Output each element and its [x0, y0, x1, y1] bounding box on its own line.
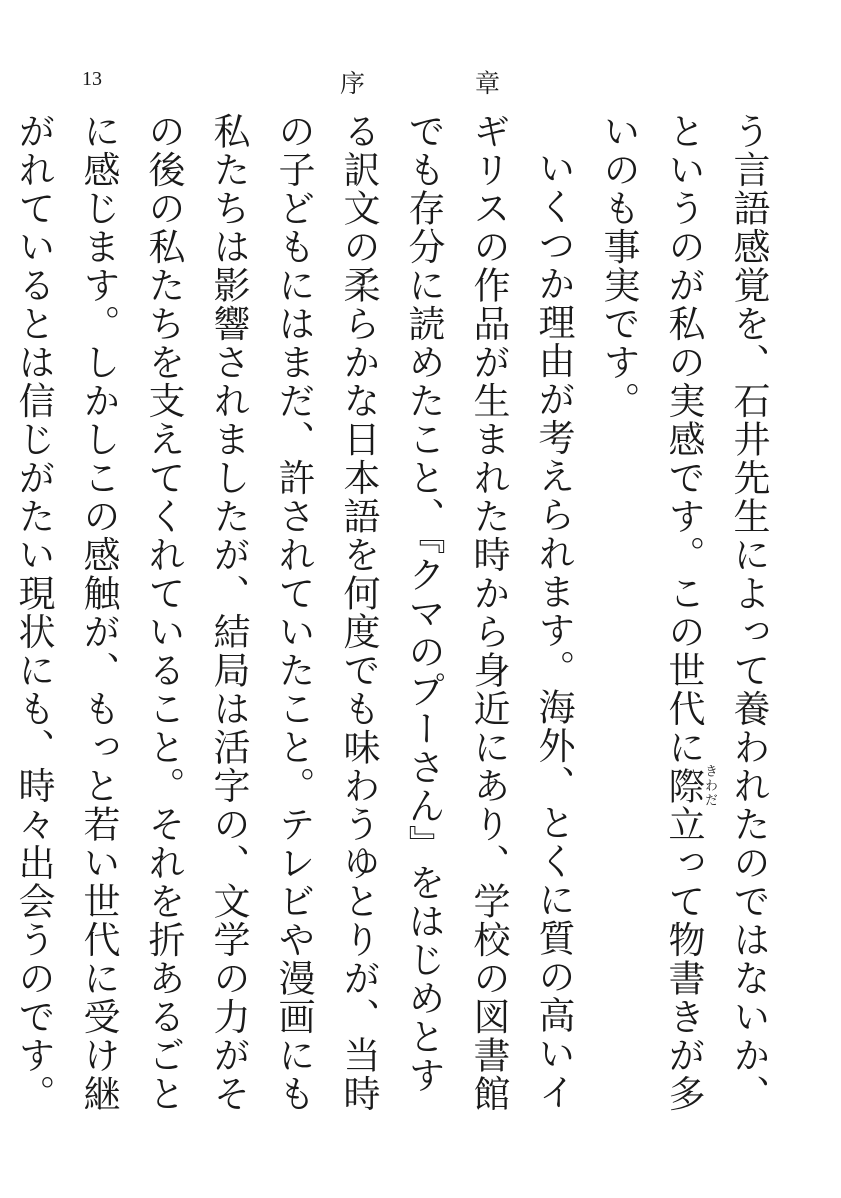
ruby-reading-kiwada: きわだ — [702, 764, 717, 808]
ruby-kiwada — [662, 764, 717, 808]
paragraph-1 — [586, 112, 781, 1117]
paragraph-1-tail: 立って物書きが多いのも事実です。 — [597, 112, 705, 1113]
paragraph-2: いくつか理由が考えられます。海外、とくに質の高いイギリスの作品が生まれた時から身近にあり、学校の図書館でも存分に読めたこと、『クマのプーさん』をはじめとする訳文の柔らかな日本語を何度でも味わうゆとりが、当時の子どもにはまだ、許されていたこと。テレビや漫画にも私たちは影響されましたが、結局は活字の、文学の力がその後の私たちを支えてくれていること。それを折あるごとに感じます。しかしこの感触が、もっと若い世代に受け継がれているとは信じがたい現状にも、時々出会うのです。 — [12, 112, 575, 1113]
chapter-title-char-1: 序 — [340, 69, 366, 98]
ruby-base-kiwada: 際 — [662, 764, 705, 808]
paragraph-1-text: う言語感覚を、石井先生によって養われたのではないか、というのが私の実感です。この世代に — [662, 112, 770, 1113]
running-header — [340, 64, 500, 100]
chapter-title-char-2: 章 — [474, 69, 500, 98]
paragraph-3 — [0, 112, 1, 1117]
vertical-body-text — [12, 112, 781, 1117]
page-number: 13 — [82, 68, 102, 90]
